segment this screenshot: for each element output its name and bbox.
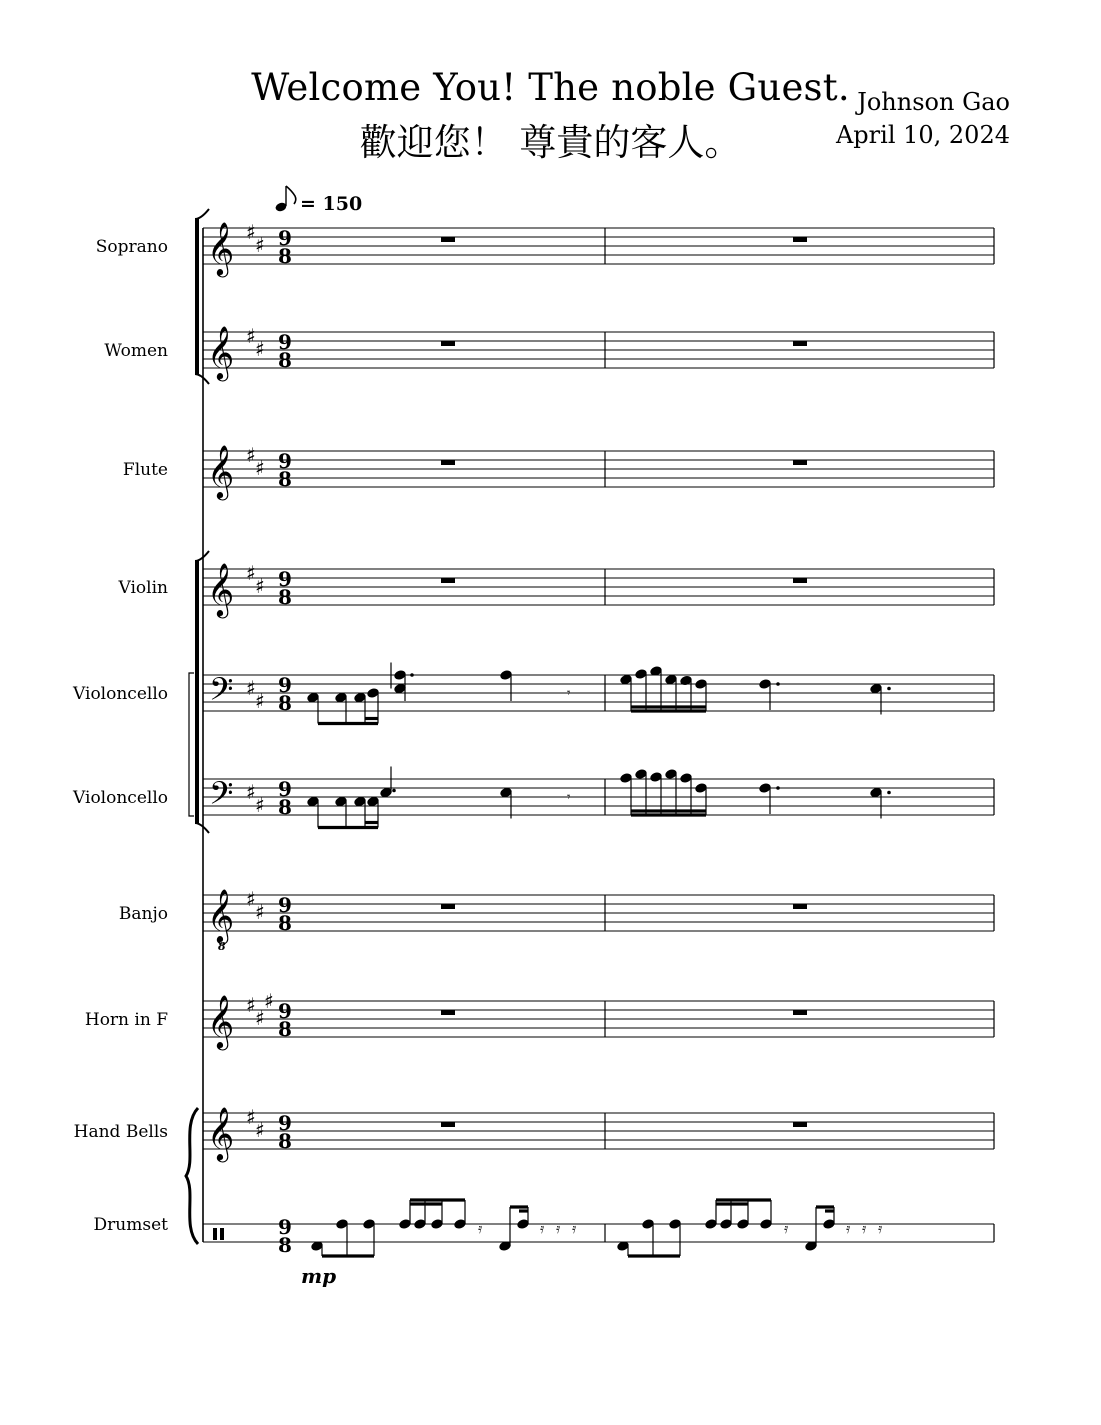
note-head <box>500 787 513 798</box>
time-signature-bottom: 8 <box>278 348 292 372</box>
time-signature-bottom: 8 <box>278 1233 292 1257</box>
treble-clef-icon: 𝄞 <box>207 444 235 498</box>
time-signature-top: 9 <box>278 777 292 801</box>
sharp-icon: ♯ <box>264 989 274 1013</box>
time-signature-top: 9 <box>278 1111 292 1135</box>
treble-clef-icon: 𝄞 <box>207 888 235 942</box>
sharp-icon: ♯ <box>255 689 265 713</box>
eighth-rest: 𝄾 <box>567 790 571 805</box>
sharp-icon: ♯ <box>246 220 256 244</box>
sharp-icon: ♯ <box>246 780 256 804</box>
note-head <box>431 1219 444 1230</box>
time-signature-top: 9 <box>278 893 292 917</box>
eighth-rest: 𝄾 <box>567 686 571 701</box>
whole-rest <box>793 1010 807 1015</box>
percussion-clef-icon <box>213 1228 217 1240</box>
note-head <box>414 1219 427 1230</box>
note-head <box>635 669 648 680</box>
note-head <box>363 1219 376 1230</box>
time-signature-bottom: 8 <box>278 691 292 715</box>
staff-label: Horn in F <box>84 1010 168 1030</box>
sharp-icon: ♯ <box>255 1118 265 1142</box>
staff-2 <box>104 324 994 381</box>
sharp-icon: ♯ <box>246 1105 256 1129</box>
augmentation-dot <box>887 791 891 795</box>
whole-rest <box>793 237 807 242</box>
whole-rest <box>441 1122 455 1127</box>
sharp-icon: ♯ <box>246 676 256 700</box>
note-head <box>665 769 678 780</box>
treble-clef-icon: 𝄞 <box>207 221 235 275</box>
staff-label: Violoncello <box>73 684 168 704</box>
sixteenth-rest: 𝄿 <box>556 1221 561 1237</box>
sharp-icon: ♯ <box>246 993 256 1017</box>
staff-1 <box>96 220 994 277</box>
whole-rest <box>441 341 455 346</box>
staff-5 <box>72 671 994 715</box>
time-signature-bottom: 8 <box>278 911 292 935</box>
note-head <box>870 683 883 694</box>
time-signature-bottom: 8 <box>278 585 292 609</box>
note-head <box>760 1219 773 1230</box>
note-head <box>307 796 320 807</box>
composer: Johnson Gao <box>857 88 1010 116</box>
note-head <box>720 1219 733 1230</box>
note-head <box>695 679 708 690</box>
augmentation-dot <box>776 786 780 790</box>
staff-label: Women <box>104 341 168 361</box>
note-head <box>680 773 693 784</box>
time-signature-bottom: 8 <box>278 1129 292 1153</box>
bass-clef-icon: 𝄢 <box>209 775 234 819</box>
sharp-icon: ♯ <box>255 793 265 817</box>
whole-rest <box>441 237 455 242</box>
note-head <box>335 796 348 807</box>
note-head <box>394 670 407 681</box>
cello-subbracket <box>189 673 194 816</box>
sixteenth-rest: 𝄿 <box>478 1221 483 1237</box>
note-head <box>354 692 367 703</box>
treble-clef-icon: 𝄞 <box>207 325 235 379</box>
staff-7 <box>119 887 994 953</box>
sixteenth-rest: 𝄿 <box>846 1221 851 1237</box>
sharp-icon: ♯ <box>255 456 265 480</box>
sixteenth-rest: 𝄿 <box>878 1221 883 1237</box>
note-head <box>620 773 633 784</box>
whole-rest <box>793 1122 807 1127</box>
note-head <box>367 688 380 699</box>
whole-rest <box>441 1010 455 1015</box>
whole-rest <box>441 460 455 465</box>
tempo-value: = 150 <box>300 193 363 215</box>
staff-label: Hand Bells <box>73 1122 168 1142</box>
time-signature-bottom: 8 <box>278 244 292 268</box>
bass-clef-icon: 𝄢 <box>209 671 234 715</box>
time-signature-bottom: 8 <box>278 1017 292 1041</box>
sixteenth-rest: 𝄿 <box>572 1221 577 1237</box>
note-head <box>380 787 393 798</box>
note-head <box>307 692 320 703</box>
treble-clef-icon: 𝄞 <box>207 994 235 1048</box>
note-head <box>737 1219 750 1230</box>
sixteenth-rest: 𝄿 <box>784 1221 789 1237</box>
time-signature-bottom: 8 <box>278 467 292 491</box>
note-head <box>500 670 513 681</box>
sharp-icon: ♯ <box>255 1006 265 1030</box>
sharp-icon: ♯ <box>246 443 256 467</box>
score-title: Welcome You! The noble Guest. <box>251 66 850 109</box>
time-signature-top: 9 <box>278 999 292 1023</box>
treble-clef-icon: 𝄞 <box>207 1106 235 1160</box>
note-head <box>665 674 678 685</box>
whole-rest <box>793 460 807 465</box>
note-head <box>354 796 367 807</box>
time-signature-top: 9 <box>278 449 292 473</box>
time-signature-top: 9 <box>278 567 292 591</box>
sharp-icon: ♯ <box>246 887 256 911</box>
augmentation-dot <box>887 687 891 691</box>
drumset-notes <box>311 1200 883 1256</box>
note-head <box>642 1219 655 1230</box>
staff-4 <box>118 561 994 618</box>
staff-3 <box>123 443 994 500</box>
treble-clef-icon: 𝄞 <box>207 562 235 616</box>
handbells-brace <box>186 1108 198 1244</box>
note-head <box>870 787 883 798</box>
sharp-icon: ♯ <box>255 337 265 361</box>
note-head <box>335 692 348 703</box>
sharp-icon: ♯ <box>255 574 265 598</box>
note-head <box>759 679 772 690</box>
note-head <box>399 1219 412 1230</box>
time-signature-top: 9 <box>278 673 292 697</box>
whole-rest <box>793 578 807 583</box>
staff-label: Soprano <box>95 237 168 257</box>
note-head <box>650 772 663 783</box>
sharp-icon: ♯ <box>246 561 256 585</box>
whole-rest <box>793 904 807 909</box>
whole-rest <box>441 578 455 583</box>
sharp-icon: ♯ <box>246 324 256 348</box>
whole-rest <box>793 341 807 346</box>
sharp-icon: ♯ <box>255 900 265 924</box>
octave-8-mark: 8 <box>218 940 226 953</box>
note-head <box>759 783 772 794</box>
time-signature-top: 9 <box>278 330 292 354</box>
time-signature-top: 9 <box>278 226 292 250</box>
note-head <box>517 1219 530 1230</box>
note-head <box>705 1219 718 1230</box>
staff-9 <box>74 1105 994 1162</box>
staff-8 <box>85 989 994 1050</box>
augmentation-dot <box>410 673 414 677</box>
sixteenth-rest: 𝄿 <box>862 1221 867 1237</box>
staff-label: Violoncello <box>73 788 168 808</box>
note-head <box>669 1219 682 1230</box>
staff-6 <box>72 775 994 819</box>
time-signature-top: 9 <box>278 1215 292 1239</box>
note-head <box>367 796 380 807</box>
augmentation-dot <box>776 682 780 686</box>
staff-label: Flute <box>122 460 168 480</box>
staff-label: Violin <box>118 578 168 598</box>
sixteenth-rest: 𝄿 <box>540 1221 545 1237</box>
augmentation-dot <box>392 789 396 793</box>
whole-rest <box>441 904 455 909</box>
note-head <box>823 1219 836 1230</box>
score-title-chinese: 歡迎您！ 尊貴的客人。 <box>359 121 742 164</box>
staff-label: Banjo <box>118 904 168 924</box>
dynamic-marking: mp <box>301 1264 337 1288</box>
note-head <box>695 783 708 794</box>
sharp-icon: ♯ <box>255 233 265 257</box>
note-head <box>454 1219 467 1230</box>
time-signature-bottom: 8 <box>278 795 292 819</box>
note-head <box>394 683 407 694</box>
tempo-marking <box>274 186 362 215</box>
staff-label: Drumset <box>93 1215 168 1235</box>
note-head <box>620 674 633 685</box>
note-head <box>336 1219 349 1230</box>
composition-date: April 10, 2024 <box>835 121 1010 149</box>
note-head <box>635 769 648 780</box>
